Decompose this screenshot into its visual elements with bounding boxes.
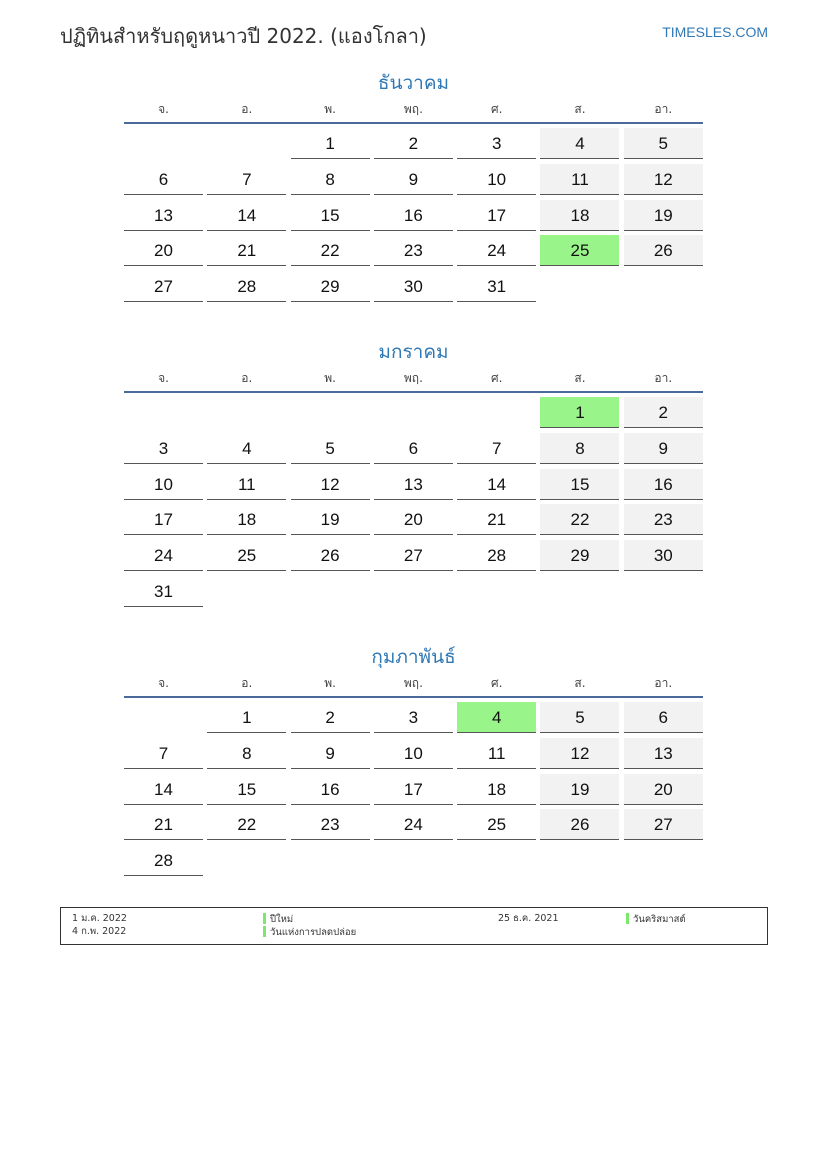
- day-cell[interactable]: 31: [124, 576, 203, 607]
- day-cell[interactable]: 27: [124, 271, 203, 302]
- day-cell[interactable]: 10: [124, 469, 203, 500]
- day-cell[interactable]: 13: [624, 738, 703, 769]
- day-cell[interactable]: 28: [124, 845, 203, 876]
- week-row: [124, 504, 703, 540]
- day-cell[interactable]: 2: [624, 397, 703, 428]
- day-cell[interactable]: 9: [291, 738, 370, 769]
- legend-date: 4 ก.พ. 2022: [72, 926, 127, 937]
- legend-holiday-name: วันคริสมาสต์: [626, 913, 686, 926]
- week-row: [124, 774, 703, 810]
- weekday-label: จ.: [158, 102, 169, 116]
- day-cell[interactable]: 25: [457, 809, 536, 840]
- day-cell[interactable]: 24: [124, 540, 203, 571]
- week-row: [124, 809, 703, 845]
- day-cell[interactable]: 17: [124, 504, 203, 535]
- day-cell[interactable]: 18: [207, 504, 286, 535]
- day-cell[interactable]: 23: [291, 809, 370, 840]
- day-cell[interactable]: 13: [374, 469, 453, 500]
- weekday-label: อ.: [241, 676, 253, 690]
- day-cell[interactable]: 14: [457, 469, 536, 500]
- day-cell[interactable]: 19: [540, 774, 619, 805]
- month-title: กุมภาพันธ์: [371, 646, 456, 668]
- day-cell[interactable]: 21: [124, 809, 203, 840]
- day-cell[interactable]: 7: [124, 738, 203, 769]
- day-cell[interactable]: 5: [540, 702, 619, 733]
- day-cell[interactable]: 14: [207, 200, 286, 231]
- empty-day-cell: [124, 128, 203, 159]
- day-cell[interactable]: 9: [374, 164, 453, 195]
- holiday-legend: [60, 907, 768, 945]
- week-row: [124, 845, 703, 881]
- day-cell[interactable]: 7: [457, 433, 536, 464]
- week-row: [124, 164, 703, 200]
- week-row: [124, 433, 703, 469]
- day-cell[interactable]: 2: [374, 128, 453, 159]
- week-row: [124, 271, 703, 307]
- day-cell[interactable]: 1: [291, 128, 370, 159]
- holiday-marker: [263, 913, 266, 924]
- day-cell[interactable]: 17: [374, 774, 453, 805]
- day-cell[interactable]: 24: [374, 809, 453, 840]
- day-cell[interactable]: 16: [374, 200, 453, 231]
- week-row: [124, 540, 703, 576]
- day-cell[interactable]: 22: [540, 504, 619, 535]
- month-title: ธันวาคม: [377, 72, 450, 94]
- weekday-label: อา.: [654, 676, 673, 690]
- day-cell[interactable]: 10: [374, 738, 453, 769]
- weekday-label: ศ.: [490, 371, 503, 385]
- weekday-label: ส.: [574, 676, 586, 690]
- day-cell[interactable]: 15: [207, 774, 286, 805]
- empty-day-cell: [624, 271, 703, 302]
- day-cell[interactable]: 27: [624, 809, 703, 840]
- month-block: [124, 642, 703, 881]
- day-cell[interactable]: 22: [291, 235, 370, 266]
- empty-day-cell: [624, 576, 703, 607]
- holiday-marker: [626, 913, 629, 924]
- day-cell[interactable]: 11: [540, 164, 619, 195]
- month-block: [124, 68, 703, 307]
- weekday-label: อ.: [241, 371, 253, 385]
- day-cell[interactable]: 20: [374, 504, 453, 535]
- day-cell[interactable]: 24: [457, 235, 536, 266]
- month-title: มกราคม: [378, 341, 449, 363]
- week-row: [124, 738, 703, 774]
- weekday-label: พฤ.: [403, 676, 423, 690]
- empty-day-cell: [207, 397, 286, 428]
- weekday-label: พ.: [324, 371, 336, 385]
- day-cell[interactable]: 25: [207, 540, 286, 571]
- day-cell[interactable]: 28: [207, 271, 286, 302]
- day-cell[interactable]: 1: [540, 397, 619, 428]
- day-cell[interactable]: 8: [291, 164, 370, 195]
- weekday-label: ศ.: [490, 676, 503, 690]
- day-cell[interactable]: 12: [540, 738, 619, 769]
- day-cell[interactable]: 3: [457, 128, 536, 159]
- day-cell[interactable]: 18: [540, 200, 619, 231]
- empty-day-cell: [291, 576, 370, 607]
- empty-day-cell: [291, 397, 370, 428]
- weekday-header: [124, 98, 703, 124]
- day-cell[interactable]: 15: [540, 469, 619, 500]
- day-cell[interactable]: 6: [124, 164, 203, 195]
- day-cell[interactable]: 30: [374, 271, 453, 302]
- empty-day-cell: [457, 397, 536, 428]
- day-cell[interactable]: 7: [207, 164, 286, 195]
- day-cell[interactable]: 19: [624, 200, 703, 231]
- month-block: [124, 337, 703, 612]
- day-cell[interactable]: 8: [540, 433, 619, 464]
- day-cell[interactable]: 10: [457, 164, 536, 195]
- day-cell[interactable]: 29: [291, 271, 370, 302]
- weekday-label: พ.: [324, 102, 336, 116]
- day-cell[interactable]: 13: [124, 200, 203, 231]
- empty-day-cell: [540, 576, 619, 607]
- day-cell[interactable]: 4: [540, 128, 619, 159]
- empty-day-cell: [624, 845, 703, 876]
- empty-day-cell: [291, 845, 370, 876]
- day-cell[interactable]: 26: [540, 809, 619, 840]
- day-cell[interactable]: 16: [291, 774, 370, 805]
- week-row: [124, 200, 703, 236]
- empty-day-cell: [540, 271, 619, 302]
- legend-date: 1 ม.ค. 2022: [72, 913, 127, 924]
- weekday-label: พฤ.: [403, 102, 423, 116]
- week-row: [124, 128, 703, 164]
- empty-day-cell: [124, 702, 203, 733]
- day-cell[interactable]: 28: [457, 540, 536, 571]
- day-cell[interactable]: 16: [624, 469, 703, 500]
- day-cell[interactable]: 26: [624, 235, 703, 266]
- brand-link[interactable]: TIMESLES.COM: [662, 24, 768, 40]
- empty-day-cell: [207, 128, 286, 159]
- day-cell[interactable]: 4: [207, 433, 286, 464]
- day-cell[interactable]: 20: [624, 774, 703, 805]
- empty-day-cell: [374, 845, 453, 876]
- weekday-label: อ.: [241, 102, 253, 116]
- empty-day-cell: [207, 576, 286, 607]
- day-cell[interactable]: 30: [624, 540, 703, 571]
- day-cell[interactable]: 21: [207, 235, 286, 266]
- weekday-label: จ.: [158, 371, 169, 385]
- day-cell[interactable]: 5: [624, 128, 703, 159]
- day-cell[interactable]: 12: [624, 164, 703, 195]
- empty-day-cell: [207, 845, 286, 876]
- day-cell[interactable]: 2: [291, 702, 370, 733]
- day-cell[interactable]: 4: [457, 702, 536, 733]
- day-cell[interactable]: 11: [207, 469, 286, 500]
- week-row: [124, 397, 703, 433]
- day-cell[interactable]: 6: [374, 433, 453, 464]
- day-cell[interactable]: 27: [374, 540, 453, 571]
- day-cell[interactable]: 5: [291, 433, 370, 464]
- day-cell[interactable]: 3: [374, 702, 453, 733]
- week-row: [124, 702, 703, 738]
- empty-day-cell: [124, 397, 203, 428]
- empty-day-cell: [457, 845, 536, 876]
- weekday-header: [124, 367, 703, 393]
- weekday-label: ศ.: [490, 102, 503, 116]
- week-row: [124, 576, 703, 612]
- day-cell[interactable]: 15: [291, 200, 370, 231]
- page-title: ปฏิทินสำหรับฤดูหนาวปี 2022. (แองโกลา): [60, 24, 427, 48]
- day-cell[interactable]: 23: [374, 235, 453, 266]
- day-cell[interactable]: 22: [207, 809, 286, 840]
- day-cell[interactable]: 1: [207, 702, 286, 733]
- day-cell[interactable]: 18: [457, 774, 536, 805]
- empty-day-cell: [374, 576, 453, 607]
- weekday-label: ส.: [574, 371, 586, 385]
- weekday-label: ส.: [574, 102, 586, 116]
- weekday-label: พ.: [324, 676, 336, 690]
- weekday-label: จ.: [158, 676, 169, 690]
- day-cell[interactable]: 23: [624, 504, 703, 535]
- week-row: [124, 235, 703, 271]
- day-cell[interactable]: 25: [540, 235, 619, 266]
- empty-day-cell: [457, 576, 536, 607]
- day-cell[interactable]: 6: [624, 702, 703, 733]
- day-cell[interactable]: 29: [540, 540, 619, 571]
- empty-day-cell: [540, 845, 619, 876]
- weekday-header: [124, 672, 703, 698]
- legend-holiday-name: วันแห่งการปลดปล่อย: [263, 926, 356, 939]
- day-cell[interactable]: 31: [457, 271, 536, 302]
- weekday-label: อา.: [654, 371, 673, 385]
- day-cell[interactable]: 3: [124, 433, 203, 464]
- day-cell[interactable]: 26: [291, 540, 370, 571]
- day-cell[interactable]: 12: [291, 469, 370, 500]
- day-cell[interactable]: 20: [124, 235, 203, 266]
- week-row: [124, 469, 703, 505]
- legend-holiday-name: ปีใหม่: [263, 913, 293, 926]
- day-cell[interactable]: 19: [291, 504, 370, 535]
- day-cell[interactable]: 11: [457, 738, 536, 769]
- day-cell[interactable]: 14: [124, 774, 203, 805]
- day-cell[interactable]: 9: [624, 433, 703, 464]
- weekday-label: อา.: [654, 102, 673, 116]
- day-cell[interactable]: 8: [207, 738, 286, 769]
- empty-day-cell: [374, 397, 453, 428]
- day-cell[interactable]: 17: [457, 200, 536, 231]
- weekday-label: พฤ.: [403, 371, 423, 385]
- legend-date: 25 ธ.ค. 2021: [498, 913, 559, 924]
- holiday-marker: [263, 926, 266, 937]
- day-cell[interactable]: 21: [457, 504, 536, 535]
